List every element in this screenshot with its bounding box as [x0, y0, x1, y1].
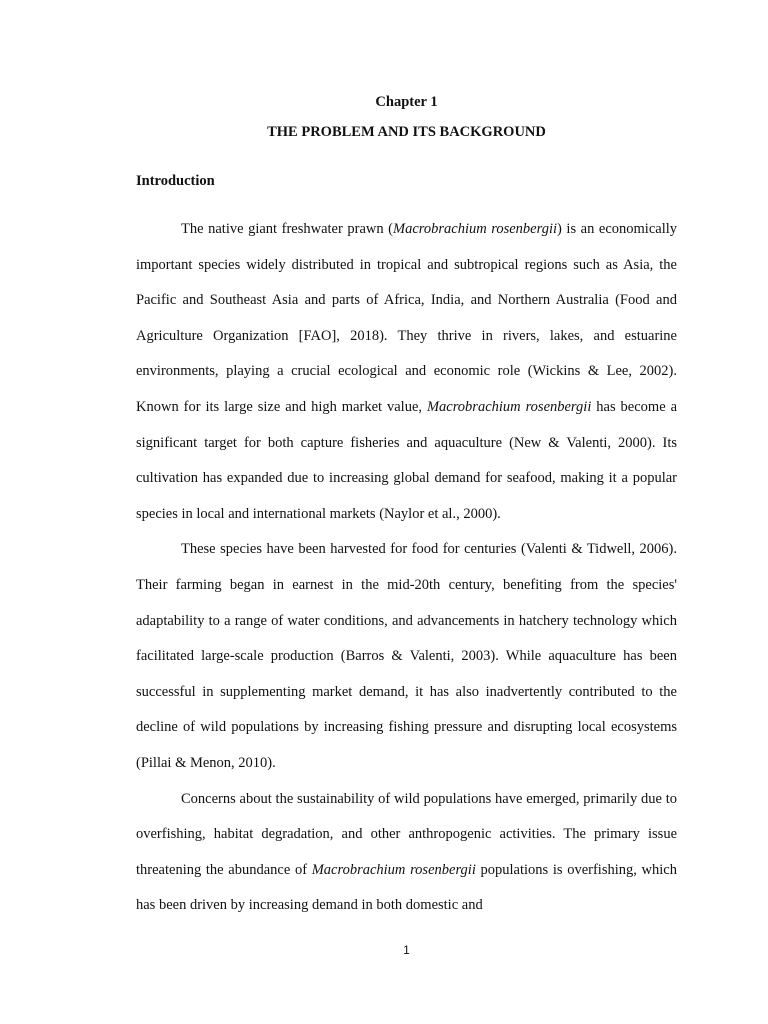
paragraph-2	[136, 532, 677, 781]
paragraph-3	[136, 782, 677, 924]
chapter-label: Chapter 1	[375, 94, 438, 110]
text-run: populations is overfishing, which has been driven by increasing demand in both domestic and	[136, 861, 677, 914]
text-run: has become a significant target for both capture fisheries and aquaculture (New & Valenti, 2000). Its cultivation has expanded due to increasing global demand for seafood, making it a popular species in local and international markets (Naylor et al., 2000).	[136, 398, 678, 522]
text-run: ) is an economically important species widely distributed in tropical and subtropical regions such as Asia, the Pacific and Southeast Asia and parts of Africa, India, and Northern Australia (Food and Agriculture Organization [FAO], 2018). They thrive in rivers, lakes, and estuarine environments, playing a crucial ecological and economic role (Wickins & Lee, 2002). Known for its large size and high market value,	[136, 221, 678, 415]
chapter-title: THE PROBLEM AND ITS BACKGROUND	[267, 124, 546, 140]
text-run: Concerns about the sustainability of wild populations have emerged, primarily due to overfishing, habitat degradation, and other anthropogenic activities. The primary issue threatening the abundance of	[136, 790, 677, 878]
species-name: Macrobrachium rosenbergii	[393, 221, 558, 237]
body-text	[136, 212, 677, 924]
species-name: Macrobrachium rosenbergii	[426, 398, 592, 415]
paragraph-1	[136, 212, 677, 532]
section-heading: Introduction	[136, 173, 215, 189]
page-number: 1	[403, 943, 410, 957]
species-name: Macrobrachium rosenbergii	[311, 861, 476, 878]
text-run: These species have been harvested for food for centuries (Valenti & Tidwell, 2006). Their farming began in earnest in the mid-20th century, benefiting from the species' adaptability to a range of water conditions, and advancements in hatchery technology which facilitated large-scale production (Barros & Valenti, 2003). While aquaculture has been successful in supplementing market demand, it has also inadvertently contributed to the decline of wild populations by increasing fishing pressure and disrupting local ecosystems (Pillai & Menon, 2010).	[136, 541, 677, 771]
text-run: The native giant freshwater prawn (	[181, 221, 393, 237]
